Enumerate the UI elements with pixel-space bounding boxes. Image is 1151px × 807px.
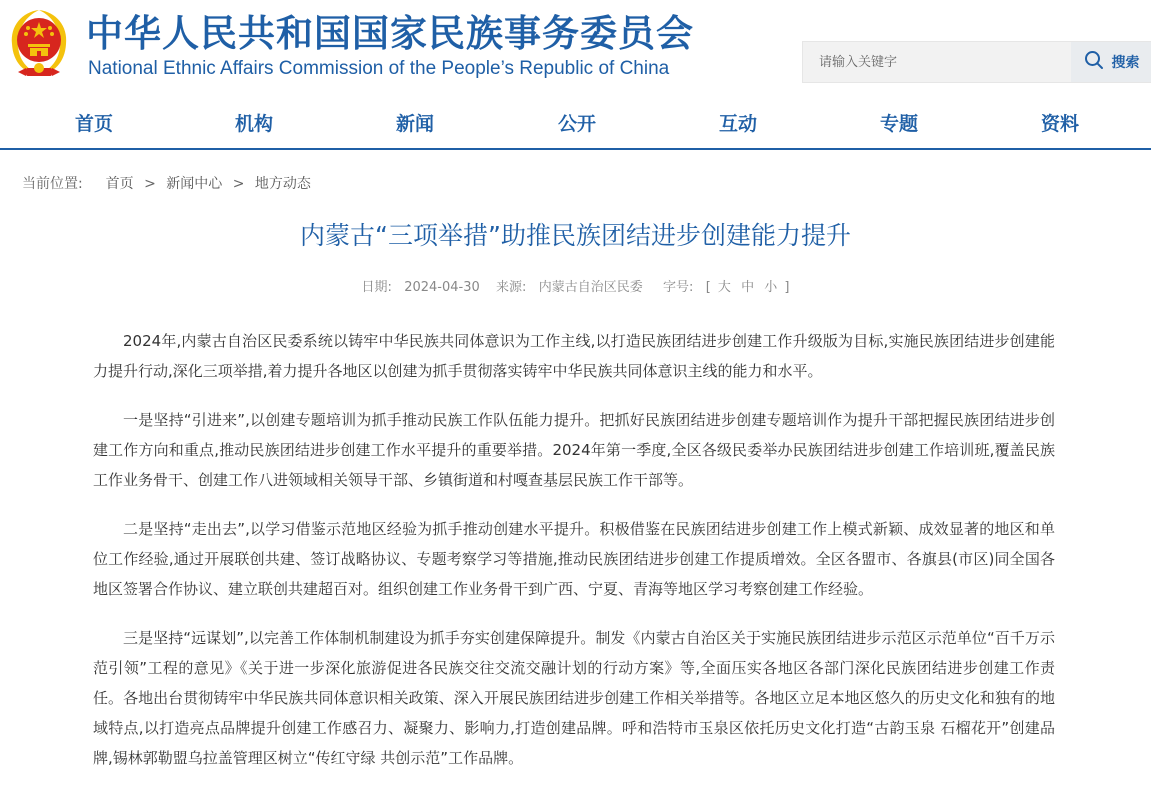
- site-title-cn[interactable]: 中华人民共和国国家民族事务委员会: [86, 12, 694, 55]
- main-nav: [0, 100, 1151, 150]
- site-title-en[interactable]: National Ethnic Affairs Commission of the People’s Republic of China: [88, 58, 670, 79]
- article-paragraph: 2024年,内蒙古自治区民委系统以铸牢中华民族共同体意识为工作主线,以打造民族团结进步创建工作升级版为目标,实施民族团结进步创建能力提升行动,深化三项举措,着力提升各地区以创建为抓手贯彻落实铸牢中华民族共同体意识主线的能力和水平。: [93, 332, 1055, 380]
- breadcrumb-separator: >: [232, 176, 245, 192]
- breadcrumb-item-news-center[interactable]: 新闻中心: [166, 176, 223, 192]
- article-paragraph: 一是坚持“引进来”,以创建专题培训为抓手推动民族工作队伍能力提升。把抓好民族团结进步创建专题培训作为提升干部把握民族团结进步创建工作方向和重点,推动民族团结进步创建工作水平提升的重要举措。2024年第一季度,全区各级民委举办民族团结进步创建工作培训班,覆盖民族工作业务骨干、创建工作八进领域相关领导干部、乡镇街道和村嘎查基层民族工作干部等。: [93, 411, 1055, 489]
- nav-item-topics[interactable]: 专题: [879, 113, 918, 135]
- article-meta: [0, 276, 1151, 295]
- search-input[interactable]: [803, 42, 1071, 82]
- breadcrumb-prefix: 当前位置:: [22, 176, 83, 192]
- article-body: [93, 326, 1055, 792]
- date-label: 日期:: [361, 280, 392, 295]
- breadcrumb-item-local-news[interactable]: 地方动态: [254, 176, 311, 192]
- font-size-large-button[interactable]: 大: [717, 280, 731, 295]
- font-size-bracket-close: ]: [784, 280, 790, 295]
- nav-item-public[interactable]: 公开: [557, 113, 596, 135]
- nav-item-resources[interactable]: 资料: [1040, 113, 1079, 135]
- source-label: 来源:: [496, 280, 527, 295]
- breadcrumb-separator: >: [144, 176, 156, 192]
- breadcrumb-item-home[interactable]: 首页: [105, 176, 134, 192]
- font-size-bracket-open: [: [705, 280, 711, 295]
- article-date: 2024-04-30: [404, 280, 480, 295]
- search-button-label: 搜索: [1111, 55, 1140, 71]
- font-size-medium-button[interactable]: 中: [741, 280, 755, 295]
- site-header: [0, 0, 1151, 100]
- nav-item-news[interactable]: 新闻: [395, 113, 434, 135]
- nav-item-organization[interactable]: 机构: [234, 113, 273, 135]
- article-title: 内蒙古“三项举措”助推民族团结进步创建能力提升: [300, 221, 851, 250]
- article-source: 内蒙古自治区民委: [538, 280, 643, 295]
- nav-item-home[interactable]: 首页: [74, 113, 113, 135]
- national-emblem-icon[interactable]: [4, 6, 74, 82]
- article-paragraph: 二是坚持“走出去”,以学习借鉴示范地区经验为抓手推动创建水平提升。积极借鉴在民族团结进步创建工作上模式新颖、成效显著的地区和单位工作经验,通过开展联创共建、签订战略协议、专题考察学习等措施,推动民族团结进步创建工作提质增效。全区各盟市、各旗县(市区)同全国各地区签署合作协议、建立联创共建超百对。组织创建工作业务骨干到广西、宁夏、青海等地区学习考察创建工作经验。: [93, 520, 1055, 598]
- search-box: [802, 41, 1151, 83]
- search-button[interactable]: [1071, 42, 1151, 82]
- font-size-label: 字号:: [663, 280, 694, 295]
- article-paragraph: 三是坚持“远谋划”,以完善工作体制机制建设为抓手夯实创建保障提升。制发《内蒙古自治区关于实施民族团结进步示范区示范单位“百千万示范引领”工程的意见》《关于进一步深化旅游促进各民族交往交流交融计划的行动方案》等,全面压实各地区各部门深化民族团结进步创建工作责任。各地出台贯彻铸牢中华民族共同体意识相关政策、深入开展民族团结进步创建工作相关举措等。各地区立足本地区悠久的历史文化和独有的地域特点,以打造亮点品牌提升创建工作感召力、凝聚力、影响力,打造创建品牌。呼和浩特市玉泉区依托历史文化打造“古韵玉泉 石榴花开”创建品牌,锡林郭勒盟乌拉盖管理区树立“传红守绿 共创示范”工作品牌。: [93, 629, 1055, 767]
- nav-item-interaction[interactable]: 互动: [718, 113, 757, 135]
- search-icon: [1084, 50, 1104, 74]
- breadcrumb: [22, 173, 311, 193]
- font-size-small-button[interactable]: 小: [764, 280, 778, 295]
